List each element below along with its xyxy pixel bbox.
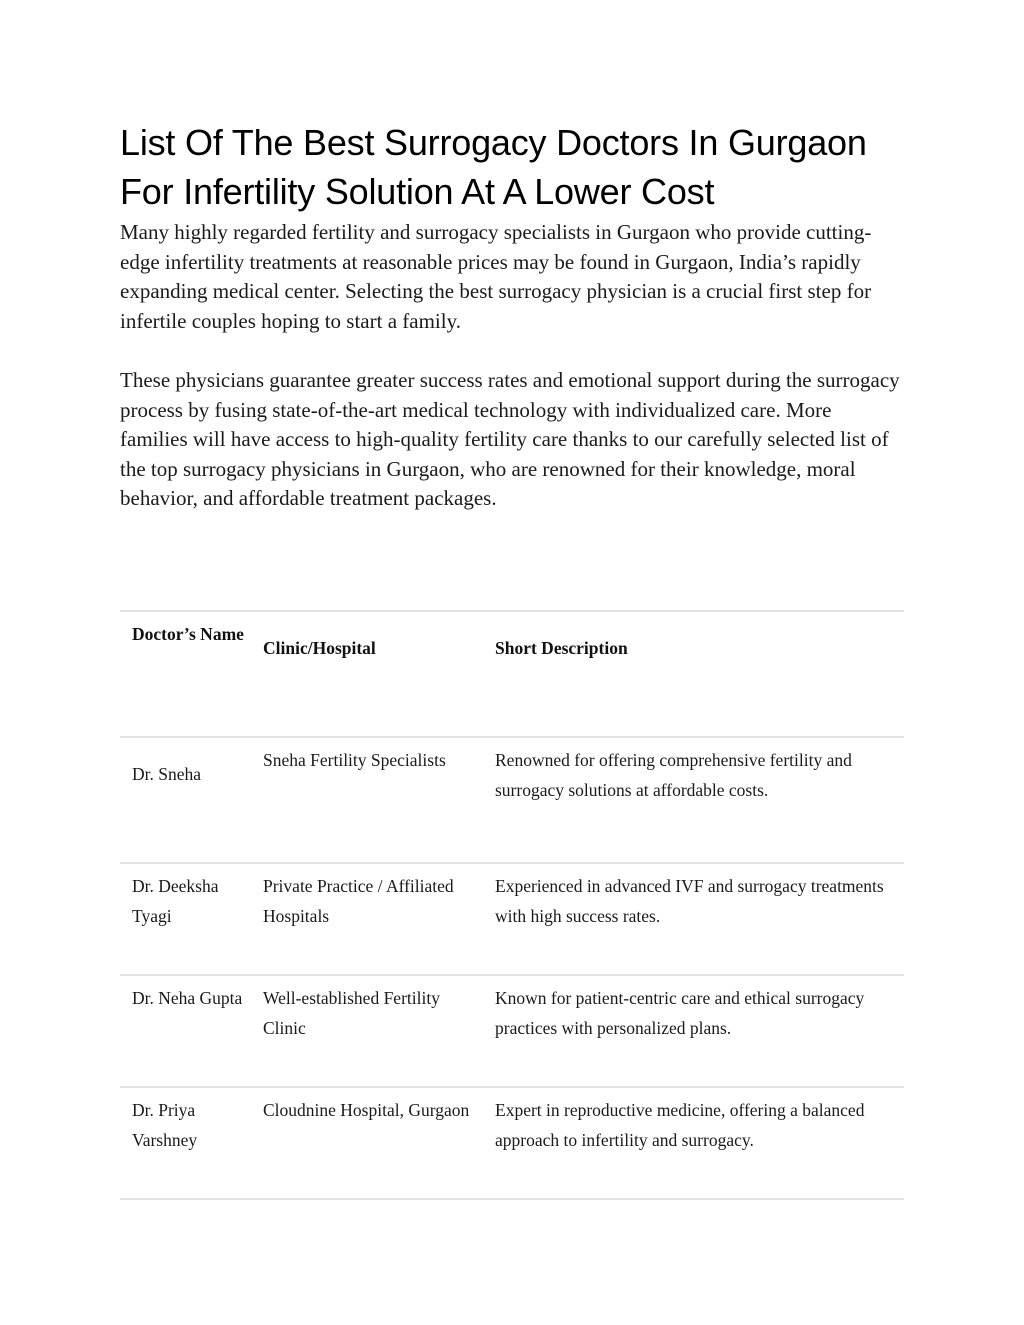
clinic-cell: Sneha Fertility Specialists <box>251 737 483 863</box>
intro-paragraph: Many highly regarded fertility and surrogacy specialists in Gurgaon who provide cutting-edge infertility treatments at reasonable prices may be found in Gurgaon, India’s rapidly expanding medical center. Selecting the best surrogacy physician is a crucial first step for infertile couples hoping to start a family. <box>120 220 872 333</box>
description-cell: Renowned for offering comprehensive fertility and surrogacy solutions at affordable costs. <box>483 737 904 863</box>
document-page <box>120 118 904 1150</box>
table-row <box>120 737 904 863</box>
doctor-name-cell: Dr. Deeksha Tyagi <box>120 863 251 975</box>
header-description: Short Description <box>483 611 904 737</box>
header-clinic: Clinic/Hospital <box>251 611 483 737</box>
table-row <box>120 863 904 975</box>
header-doctor-name: Doctor’s Name <box>120 611 251 737</box>
description-cell: Experienced in advanced IVF and surrogacy treatments with high success rates. <box>483 863 904 975</box>
description-cell: Known for patient-centric care and ethical surrogacy practices with personalized plans. <box>483 975 904 1087</box>
table-row <box>120 975 904 1087</box>
table-header-row <box>120 611 904 737</box>
table-row <box>120 1087 904 1199</box>
doctor-name-cell: Dr. Neha Gupta <box>120 975 251 1087</box>
clinic-cell: Private Practice / Affiliated Hospitals <box>251 863 483 975</box>
clinic-cell: Well-established Fertility Clinic <box>251 975 483 1087</box>
doctor-name-cell: Dr. Priya Varshney <box>120 1087 251 1199</box>
details-paragraph: These physicians guarantee greater success rates and emotional support during the surrogacy process by fusing state-of-the-art medical technology with individualized care. More families will have access to high-quality fertility care thanks to our carefully selected list of the top surrogacy physicians in Gurgaon, who are renowned for their knowledge, moral behavior, and affordable treatment packages. <box>120 367 900 511</box>
page-title: List Of The Best Surrogacy Doctors In Gurgaon For Infertility Solution At A Lower Cost <box>120 122 867 212</box>
description-cell: Expert in reproductive medicine, offering a balanced approach to infertility and surrogacy. <box>483 1087 904 1199</box>
doctor-name-cell: Dr. Sneha <box>120 737 251 863</box>
clinic-cell: Cloudnine Hospital, Gurgaon <box>251 1087 483 1199</box>
doctors-table <box>120 610 904 1200</box>
